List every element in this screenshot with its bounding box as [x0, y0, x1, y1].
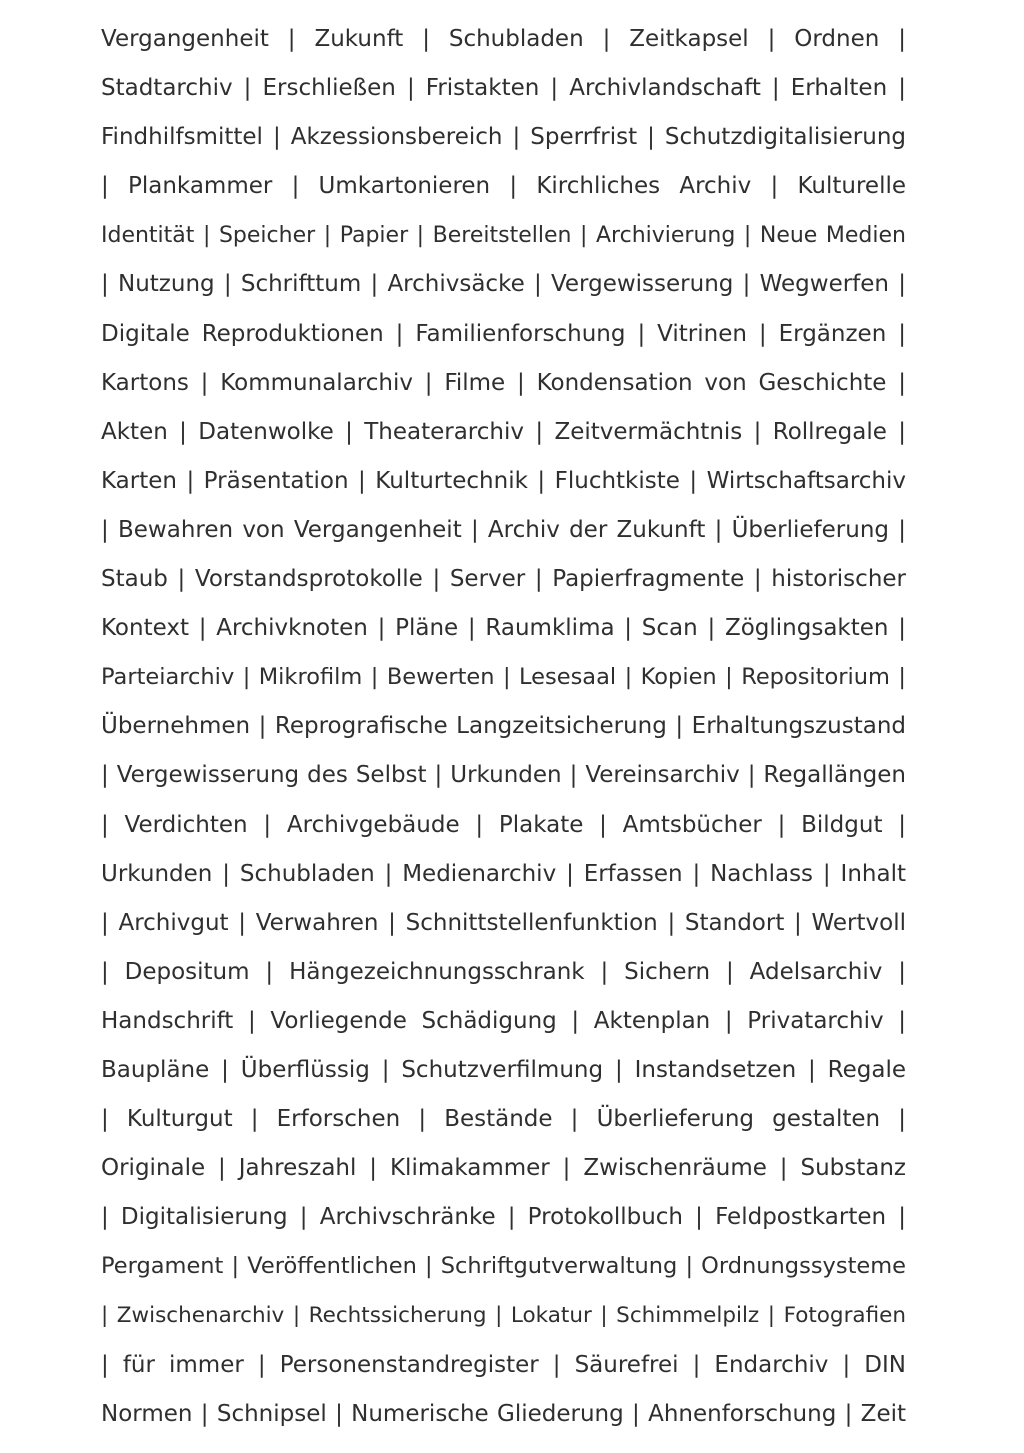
- text-line: Identität | Speicher | Papier | Bereitstellen | Archivierung | Neue Medien: [101, 223, 906, 249]
- text-line: Parteiarchiv | Mikrofilm | Bewerten | Lesesaal | Kopien | Repositorium |: [101, 664, 906, 691]
- text-line: | Digitalisierung | Archivschränke | Protokollbuch | Feldpostkarten |: [101, 1204, 906, 1231]
- text-line: | Nutzung | Schrifttum | Archivsäcke | Vergewisserung | Wegwerfen |: [101, 271, 906, 298]
- text-line: Normen | Schnipsel | Numerische Gliederung | Ahnenforschung | Zeit: [101, 1400, 906, 1427]
- text-line: | Vergewisserung des Selbst | Urkunden | Vereinsarchiv | Regallängen: [101, 762, 906, 789]
- keyword-paragraph: [101, 15, 906, 1439]
- text-line: | Verdichten | Archivgebäude | Plakate | Amtsbücher | Bildgut |: [101, 811, 906, 838]
- text-line: Baupläne | Überflüssig | Schutzverfilmung | Instandsetzen | Regale: [101, 1056, 906, 1083]
- text-line: Karten | Präsentation | Kulturtechnik | Fluchtkiste | Wirtschaftsarchiv: [101, 467, 906, 494]
- text-line: Vergangenheit | Zukunft | Schubladen | Zeitkapsel | Ordnen |: [101, 26, 906, 52]
- text-line: Findhilfsmittel | Akzessionsbereich | Sperrfrist | Schutzdigitalisierung: [101, 124, 906, 151]
- text-line: Stadtarchiv | Erschließen | Fristakten | Archivlandschaft | Erhalten |: [101, 75, 906, 102]
- text-line: Übernehmen | Reprografische Langzeitsicherung | Erhaltungszustand: [101, 713, 906, 740]
- text-line: Digitale Reproduktionen | Familienforschung | Vitrinen | Ergänzen |: [101, 320, 906, 347]
- text-line: | Archivgut | Verwahren | Schnittstellenfunktion | Standort | Wertvoll: [101, 909, 906, 936]
- text-line: | Plankammer | Umkartonieren | Kirchliches Archiv | Kulturelle: [101, 173, 906, 200]
- text-line: Kontext | Archivknoten | Pläne | Raumklima | Scan | Zöglingsakten |: [101, 615, 906, 642]
- text-line: | Depositum | Hängezeichnungsschrank | Sichern | Adelsarchiv |: [101, 958, 906, 985]
- text-line: | Kulturgut | Erforschen | Bestände | Überlieferung gestalten |: [101, 1106, 906, 1133]
- text-line: Pergament | Veröffentlichen | Schriftgutverwaltung | Ordnungssysteme: [101, 1253, 906, 1280]
- text-line: | Zwischenarchiv | Rechtssicherung | Lokatur | Schimmelpilz | Fotografien: [101, 1303, 906, 1329]
- text-line: Akten | Datenwolke | Theaterarchiv | Zeitvermächtnis | Rollregale |: [101, 418, 906, 445]
- text-line: Kartons | Kommunalarchiv | Filme | Kondensation von Geschichte |: [101, 369, 906, 396]
- text-line: | für immer | Personenstandregister | Säurefrei | Endarchiv | DIN: [101, 1351, 906, 1378]
- text-line: Originale | Jahreszahl | Klimakammer | Zwischenräume | Substanz: [101, 1155, 906, 1182]
- text-line: Staub | Vorstandsprotokolle | Server | Papierfragmente | historischer: [101, 566, 906, 593]
- text-line: Handschrift | Vorliegende Schädigung | Aktenplan | Privatarchiv |: [101, 1007, 906, 1034]
- text-line: | Bewahren von Vergangenheit | Archiv der Zukunft | Überlieferung |: [101, 516, 906, 543]
- text-line: Urkunden | Schubladen | Medienarchiv | Erfassen | Nachlass | Inhalt: [101, 860, 906, 887]
